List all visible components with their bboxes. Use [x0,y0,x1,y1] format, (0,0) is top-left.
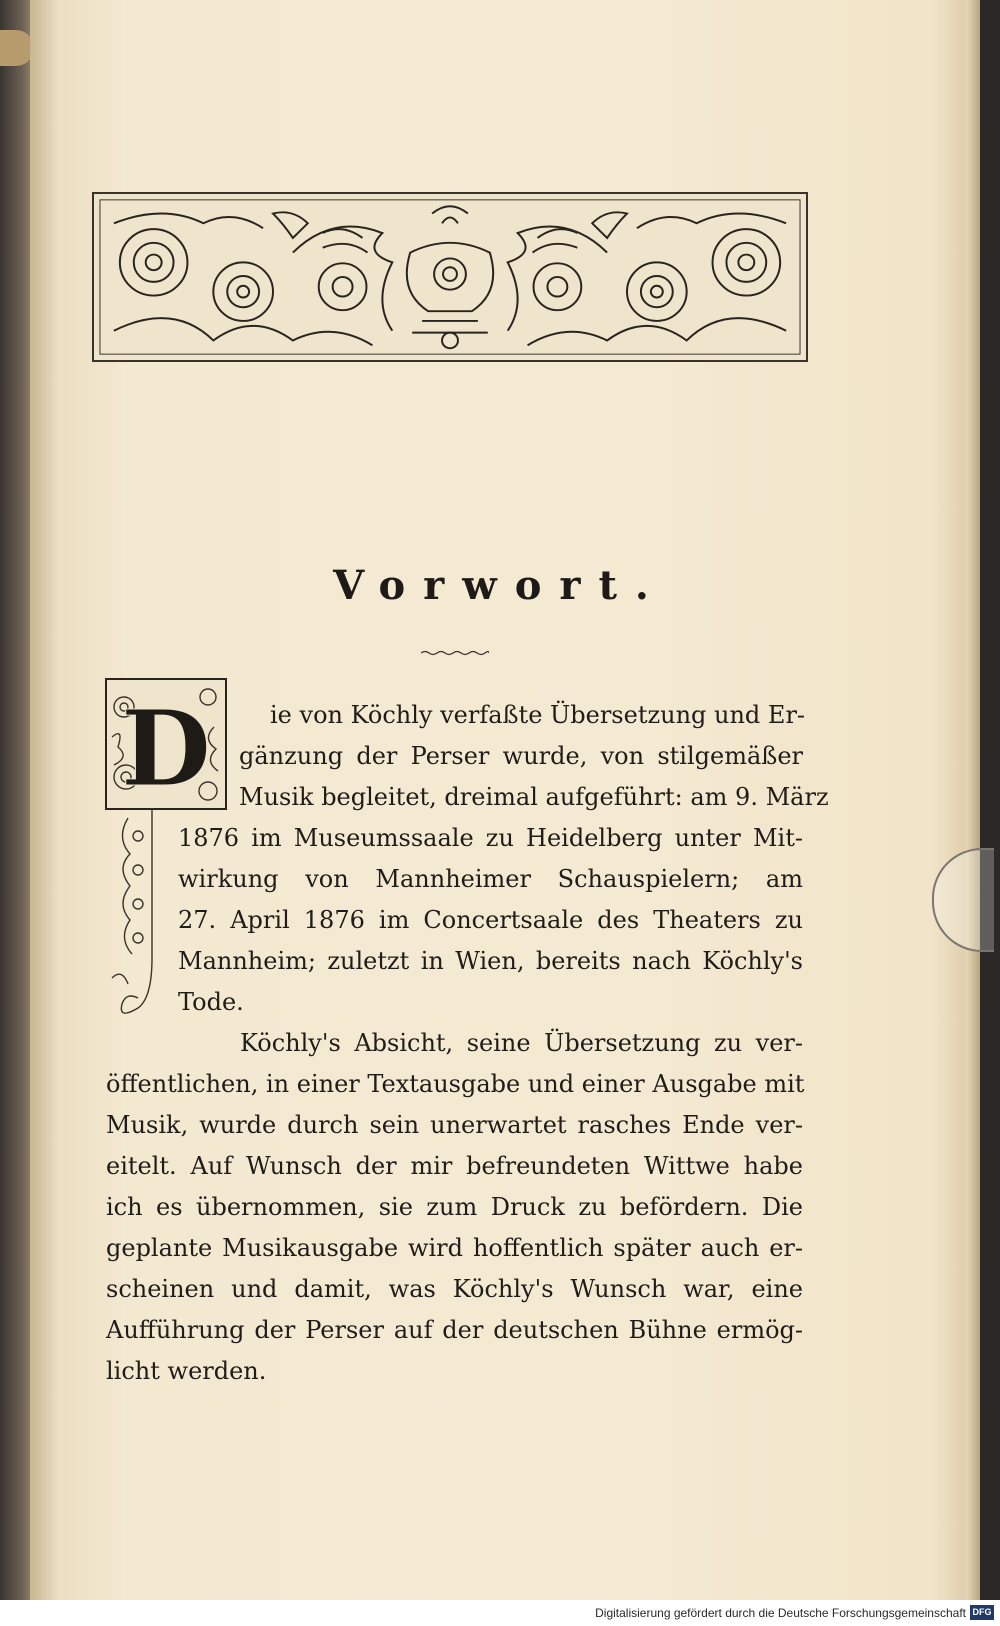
dfg-logo: DFG [970,1605,994,1620]
drop-cap-initial [104,677,228,811]
text-line: Köchly's Absicht, seine Übersetzung zu ver- [240,1029,803,1057]
text-line: geplante Musikausgabe wird hoffentlich später auch er- [106,1234,803,1262]
page-edge [966,0,980,1600]
text-line: öffentlichen, in einer Textausgabe und einer Ausgabe mit [106,1070,805,1098]
text-line: eitelt. Auf Wunsch der mir befreundeten Wittwe habe [106,1152,803,1180]
text-line: wirkung von Mannheimer Schauspielern; am [178,865,803,893]
text-line: ie von Köchly verfaßte Übersetzung und Er- [270,701,806,729]
digitization-footer [0,1600,1000,1626]
text-line: scheinen und damit, was Köchly's Wunsch war, eine [106,1275,803,1303]
drop-cap-tail-ornament [108,808,172,1030]
text-line: 1876 im Museumssaale zu Heidelberg unter Mit- [178,824,803,852]
text-line: Musik, wurde durch sein unerwartet rasches Ende ver- [106,1111,803,1139]
drop-cap-letter: D [120,687,212,810]
funding-credit: Digitalisierung gefördert durch die Deutsche Forschungsgemeinschaft [595,1606,966,1620]
ornament-vignette [94,194,806,360]
text-line: Tode. [178,988,244,1016]
header-ornament [92,192,808,362]
text-line: Mannheim; zuletzt in Wien, bereits nach Köchly's [178,947,803,975]
text-line: gänzung der Perser wurde, von stilgemäßer [239,742,803,770]
text-line: Aufführung der Perser auf der deutschen Bühne ermög- [106,1316,803,1344]
page-title: Vorwort. [333,562,667,609]
text-line: 27. April 1876 im Concertsaale des Theaters zu [178,906,803,934]
text-line: ich es übernommen, sie zum Druck zu befördern. Die [106,1193,803,1221]
title-squiggle-rule [421,650,489,656]
text-line: licht werden. [106,1357,267,1385]
text-line: Musik begleitet, dreimal aufgeführt: am 9. März [239,783,829,811]
